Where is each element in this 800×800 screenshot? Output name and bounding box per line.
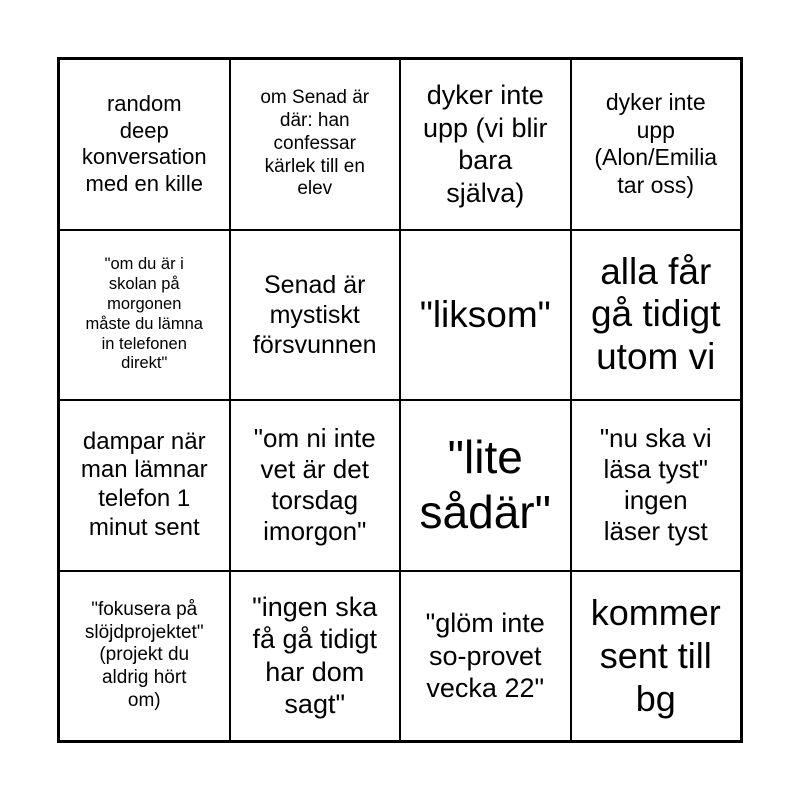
- bingo-cell[interactable]: [571, 230, 742, 401]
- cell-text: Senad är mystiskt försvunnen: [252, 270, 377, 359]
- bingo-board: [57, 57, 743, 743]
- bingo-cell[interactable]: [400, 400, 571, 571]
- bingo-cell[interactable]: [230, 400, 401, 571]
- cell-text: dyker inte upp (Alon/Emilia tar oss): [594, 89, 718, 198]
- cell-text: "liksom": [419, 293, 551, 335]
- cell-text: dampar när man lämnar telefon 1 minut sent: [80, 427, 208, 542]
- cell-text: "fokusera på slöjdprojektet" (projekt du aldrig hört om): [84, 598, 204, 711]
- cell-text: "glöm inte so-provet vecka 22": [425, 608, 545, 703]
- bingo-cell[interactable]: [59, 400, 230, 571]
- cell-text: "om ni inte vet är det torsdag imorgon": [253, 422, 376, 547]
- bingo-cell[interactable]: [571, 400, 742, 571]
- cell-text: random deep konversation med en kille: [81, 91, 207, 196]
- bingo-cell[interactable]: [400, 59, 571, 230]
- cell-text: "ingen ska få gå tidigt har dom sagt": [252, 591, 378, 720]
- cell-text: kommer sent till bg: [590, 591, 721, 720]
- cell-text: "nu ska vi läsa tyst" ingen läser tyst: [599, 422, 712, 547]
- bingo-cell[interactable]: [571, 571, 742, 742]
- bingo-cell[interactable]: [230, 59, 401, 230]
- cell-text: "lite sådär": [419, 431, 551, 539]
- bingo-cell[interactable]: [400, 230, 571, 401]
- cell-text: alla får gå tidigt utom vi: [590, 250, 721, 378]
- bingo-cell[interactable]: [59, 230, 230, 401]
- bingo-cell[interactable]: [571, 59, 742, 230]
- bingo-cell[interactable]: [400, 571, 571, 742]
- cell-text: om Senad är där: han confessar kärlek till en elev: [260, 87, 370, 200]
- bingo-cell[interactable]: [230, 571, 401, 742]
- cell-text: dyker inte upp (vi blir bara själva): [422, 80, 548, 208]
- cell-text: "om du är i skolan på morgonen måste du lämna in telefonen direkt": [85, 255, 203, 373]
- bingo-cell[interactable]: [230, 230, 401, 401]
- bingo-cell[interactable]: [59, 59, 230, 230]
- bingo-cell[interactable]: [59, 571, 230, 742]
